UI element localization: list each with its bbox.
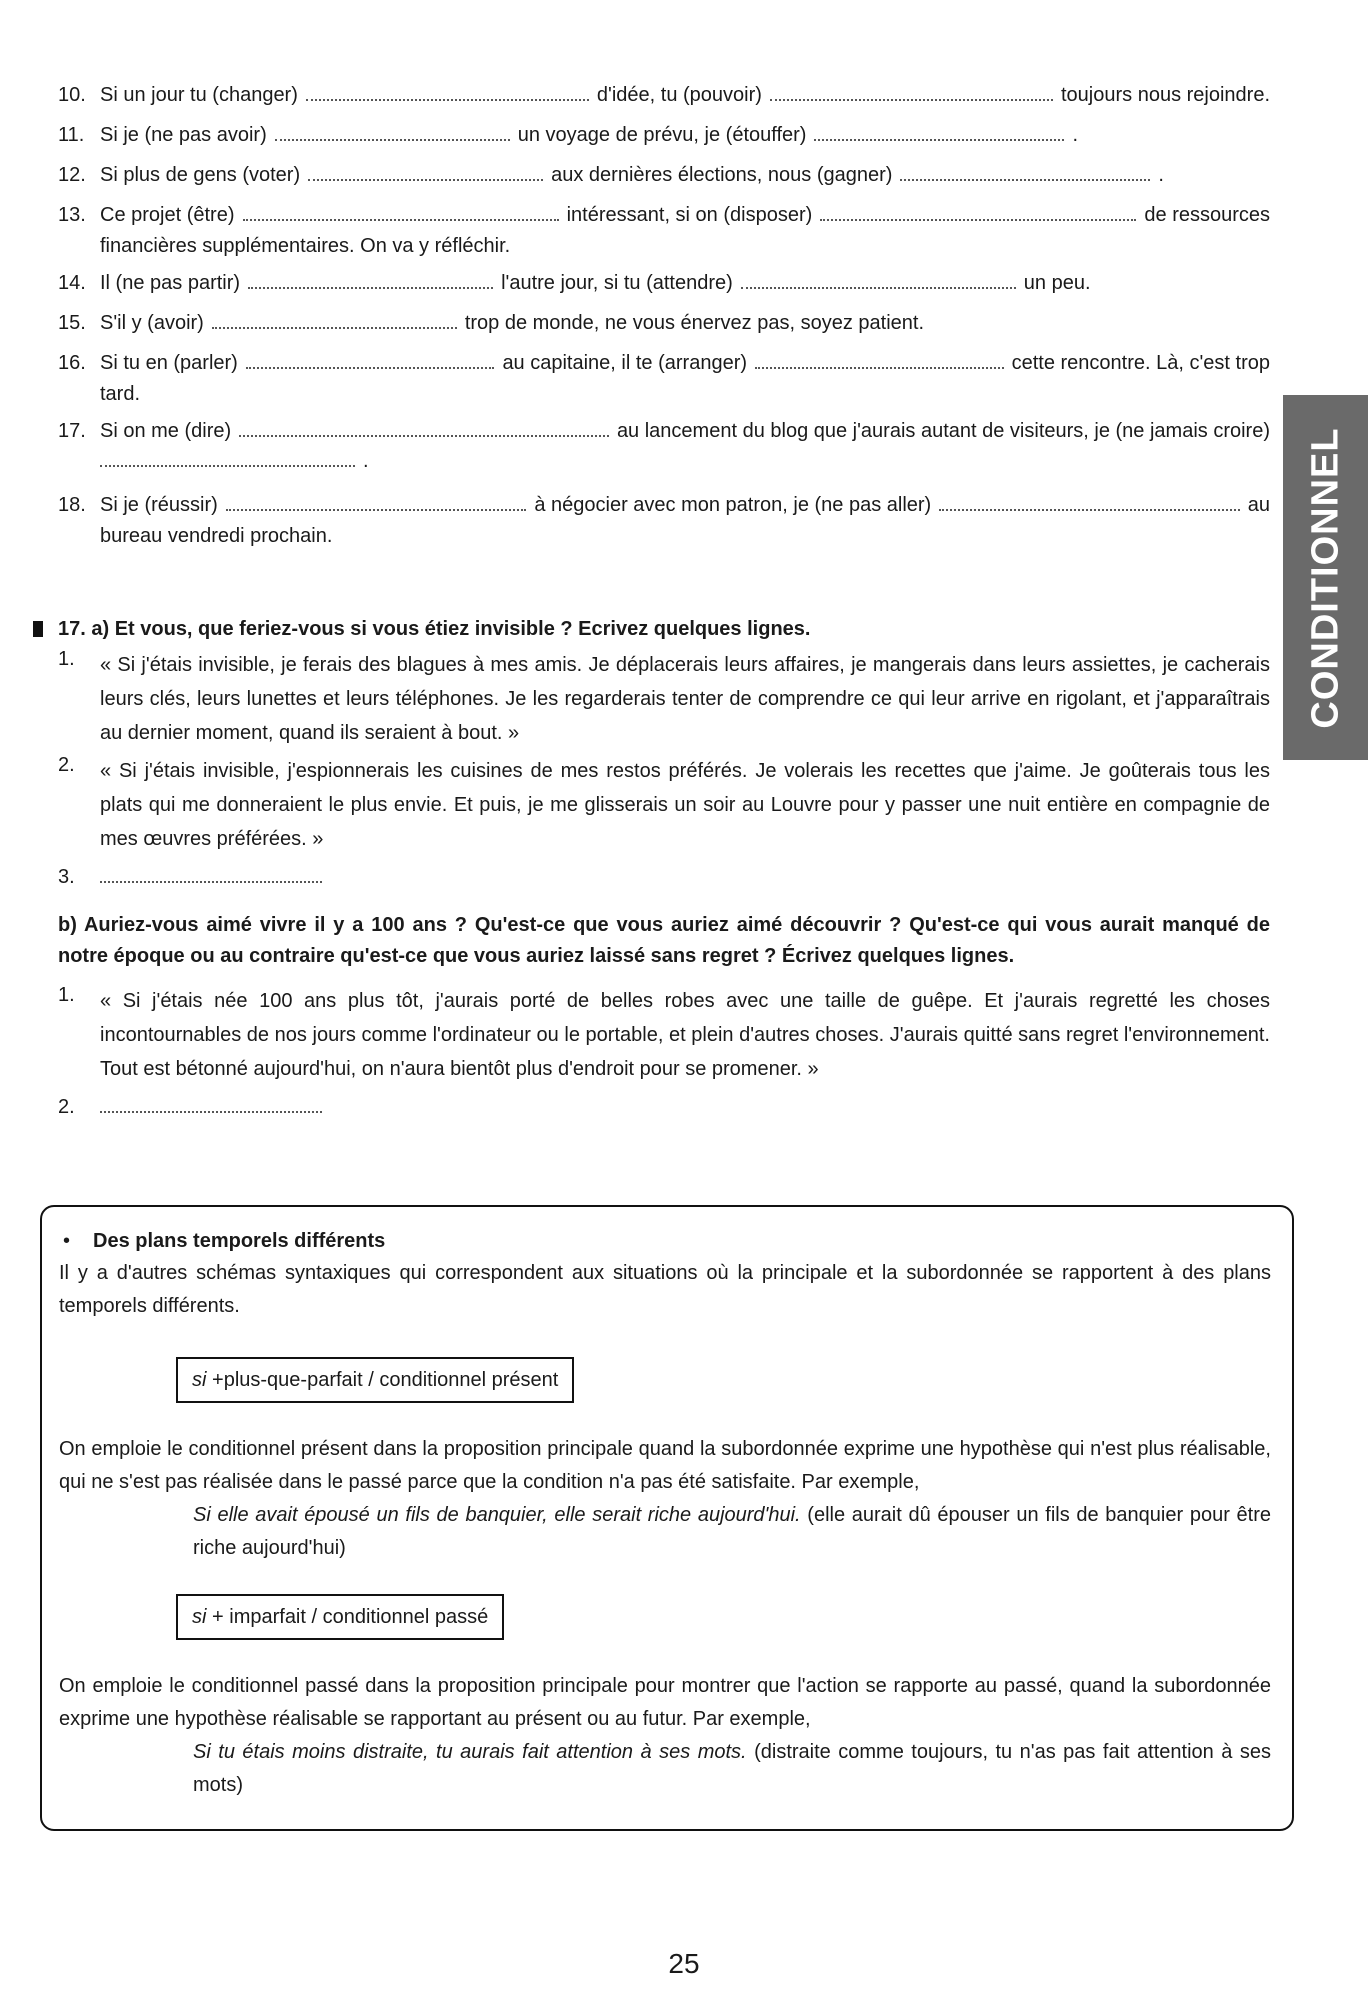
blank[interactable] bbox=[820, 213, 1136, 221]
blank[interactable] bbox=[755, 361, 1004, 369]
blank[interactable] bbox=[246, 361, 495, 369]
bullet-icon: • bbox=[63, 1230, 71, 1252]
box-section-2 bbox=[59, 1670, 1271, 1802]
formula-si-imparfait: si + imparfait / conditionnel passé bbox=[176, 1594, 504, 1640]
blank[interactable] bbox=[741, 281, 1016, 289]
para-conditionnel-present: On emploie le conditionnel présent dans la proposition principale quand la subordonnée exprime une hypothèse qui n'est plus réalisable, qui ne s'est pas réalisée dans le passé parce que la condition n'a pas été satisfaite. Par exemple, bbox=[59, 1438, 1271, 1493]
exercise-item-10: 10. Si un jour tu (changer) d'idée, tu (pouvoir) toujours nous rejoindre. bbox=[58, 84, 1270, 106]
square-bullet-icon bbox=[33, 621, 43, 637]
answer-b-2: 2. bbox=[58, 1090, 1270, 1124]
blank[interactable] bbox=[275, 133, 510, 141]
grammar-box bbox=[40, 1205, 1294, 1831]
para-conditionnel-passe: On emploie le conditionnel passé dans la proposition principale pour montrer que l'action se rapporte au passé, quand la subordonnée exprime une hypothèse réalisable se rapportant au présent ou au futur. Par exemple, bbox=[59, 1675, 1271, 1730]
blank[interactable] bbox=[100, 459, 355, 467]
exercise-item-17: 17. Si on me (dire) au lancement du blog que j'aurais autant de visiteurs, je (ne jamais croire) . bbox=[58, 420, 1270, 472]
exercise-item-15: 15. S'il y (avoir) trop de monde, ne vous énervez pas, soyez patient. bbox=[58, 312, 924, 334]
answer-a-3: 3. bbox=[58, 860, 1270, 894]
blank[interactable] bbox=[243, 213, 559, 221]
answer-b-1: 1. « Si j'étais née 100 ans plus tôt, j'aurais porté de belles robes avec une taille de guêpe. Et j'aurais regretté les choses incontournables de nos jours comme l'ordinateur ou le portable, et plein d'autres choses. J'aurais quitté sans regret l'environnement. Tout est bétonné aujourd'hui, on n'aura bientôt plus d'endroit pour se promener. » bbox=[58, 984, 1270, 1080]
answer-a-1: 1. « Si j'étais invisible, je ferais des blagues à mes amis. Je déplacerais leurs affaires, je mangerais dans leurs assiettes, je cacherais leurs clés, leurs lunettes et leurs téléphones. Je les regarderais tenter de comprendre ce qui leur arrive en rigolant, et j'apparaîtrais au dernier moment, quand ils seraient à bout. » bbox=[58, 648, 1270, 744]
blank[interactable] bbox=[900, 173, 1150, 181]
blank[interactable] bbox=[814, 133, 1064, 141]
box-section-1 bbox=[59, 1433, 1271, 1565]
blank[interactable] bbox=[100, 1105, 322, 1113]
blank[interactable] bbox=[770, 93, 1053, 101]
exercise-item-13: 13. Ce projet (être) intéressant, si on (disposer) de ressources financières supplémentaires. On va y réfléchir. bbox=[58, 204, 1271, 257]
exercise-17b-heading: b) Auriez-vous aimé vivre il y a 100 ans ? Qu'est-ce que vous auriez aimé découvrir ? Qu'est-ce qui vous aurait manqué de notre époque ou au contraire qu'est-ce que vous auriez laissé sans regret ? Écrivez quelques lignes. bbox=[58, 914, 1270, 967]
exercise-item-14: 14. Il (ne pas partir) l'autre jour, si tu (attendre) un peu. bbox=[58, 272, 1091, 294]
exercise-list bbox=[58, 80, 1270, 552]
example-1: Si elle avait épousé un fils de banquier, elle serait riche aujourd'hui. (elle aurait dû épouser un fils de banquier pour être riche aujourd'hui) bbox=[193, 1504, 1271, 1559]
section-side-tab: CONDITIONNEL bbox=[1283, 395, 1368, 760]
blank[interactable] bbox=[939, 503, 1240, 511]
exercise-17a-heading: 17. a) Et vous, que feriez-vous si vous étiez invisible ? Ecrivez quelques lignes. bbox=[58, 618, 811, 640]
exercise-item-16: 16. Si tu en (parler) au capitaine, il te (arranger) cette rencontre. Là, c'est trop tard. bbox=[58, 352, 1271, 405]
blank[interactable] bbox=[308, 173, 543, 181]
exercise-item-12: 12. Si plus de gens (voter) aux dernières élections, nous (gagner) . bbox=[58, 164, 1164, 186]
answer-a-2: 2. « Si j'étais invisible, j'espionnerais les cuisines de mes restos préférés. Je volerais les recettes que j'aime. Je goûterais tous les plats qui me donneraient le plus envie. Et puis, je me glisserais un soir au Louvre pour y passer une nuit entière en compagnie de mes œuvres préférées. » bbox=[58, 754, 1270, 850]
example-2: Si tu étais moins distraite, tu aurais fait attention à ses mots. (distraite comme toujours, tu n'as pas fait attention à ses mots) bbox=[193, 1741, 1271, 1796]
blank[interactable] bbox=[226, 503, 527, 511]
box-intro: Il y a d'autres schémas syntaxiques qui correspondent aux situations où la principale et la subordonnée se rapportent à des plans temporels différents. bbox=[59, 1262, 1271, 1317]
box-title: • Des plans temporels différents bbox=[59, 1225, 1271, 1257]
blank[interactable] bbox=[239, 429, 609, 437]
blank[interactable] bbox=[306, 93, 589, 101]
page-number: 25 bbox=[668, 1948, 700, 1979]
blank[interactable] bbox=[100, 875, 322, 883]
exercise-item-11: 11. Si je (ne pas avoir) un voyage de prévu, je (étouffer) . bbox=[58, 124, 1079, 146]
exercise-17 bbox=[58, 612, 1270, 1124]
exercise-item-18: 18. Si je (réussir) à négocier avec mon patron, je (ne pas aller) au bureau vendredi prochain. bbox=[58, 494, 1270, 547]
grammar-box-content bbox=[59, 1225, 1271, 1323]
formula-si-plus-que-parfait: si +plus-que-parfait / conditionnel présent bbox=[176, 1357, 574, 1403]
blank[interactable] bbox=[212, 321, 457, 329]
blank[interactable] bbox=[248, 281, 493, 289]
